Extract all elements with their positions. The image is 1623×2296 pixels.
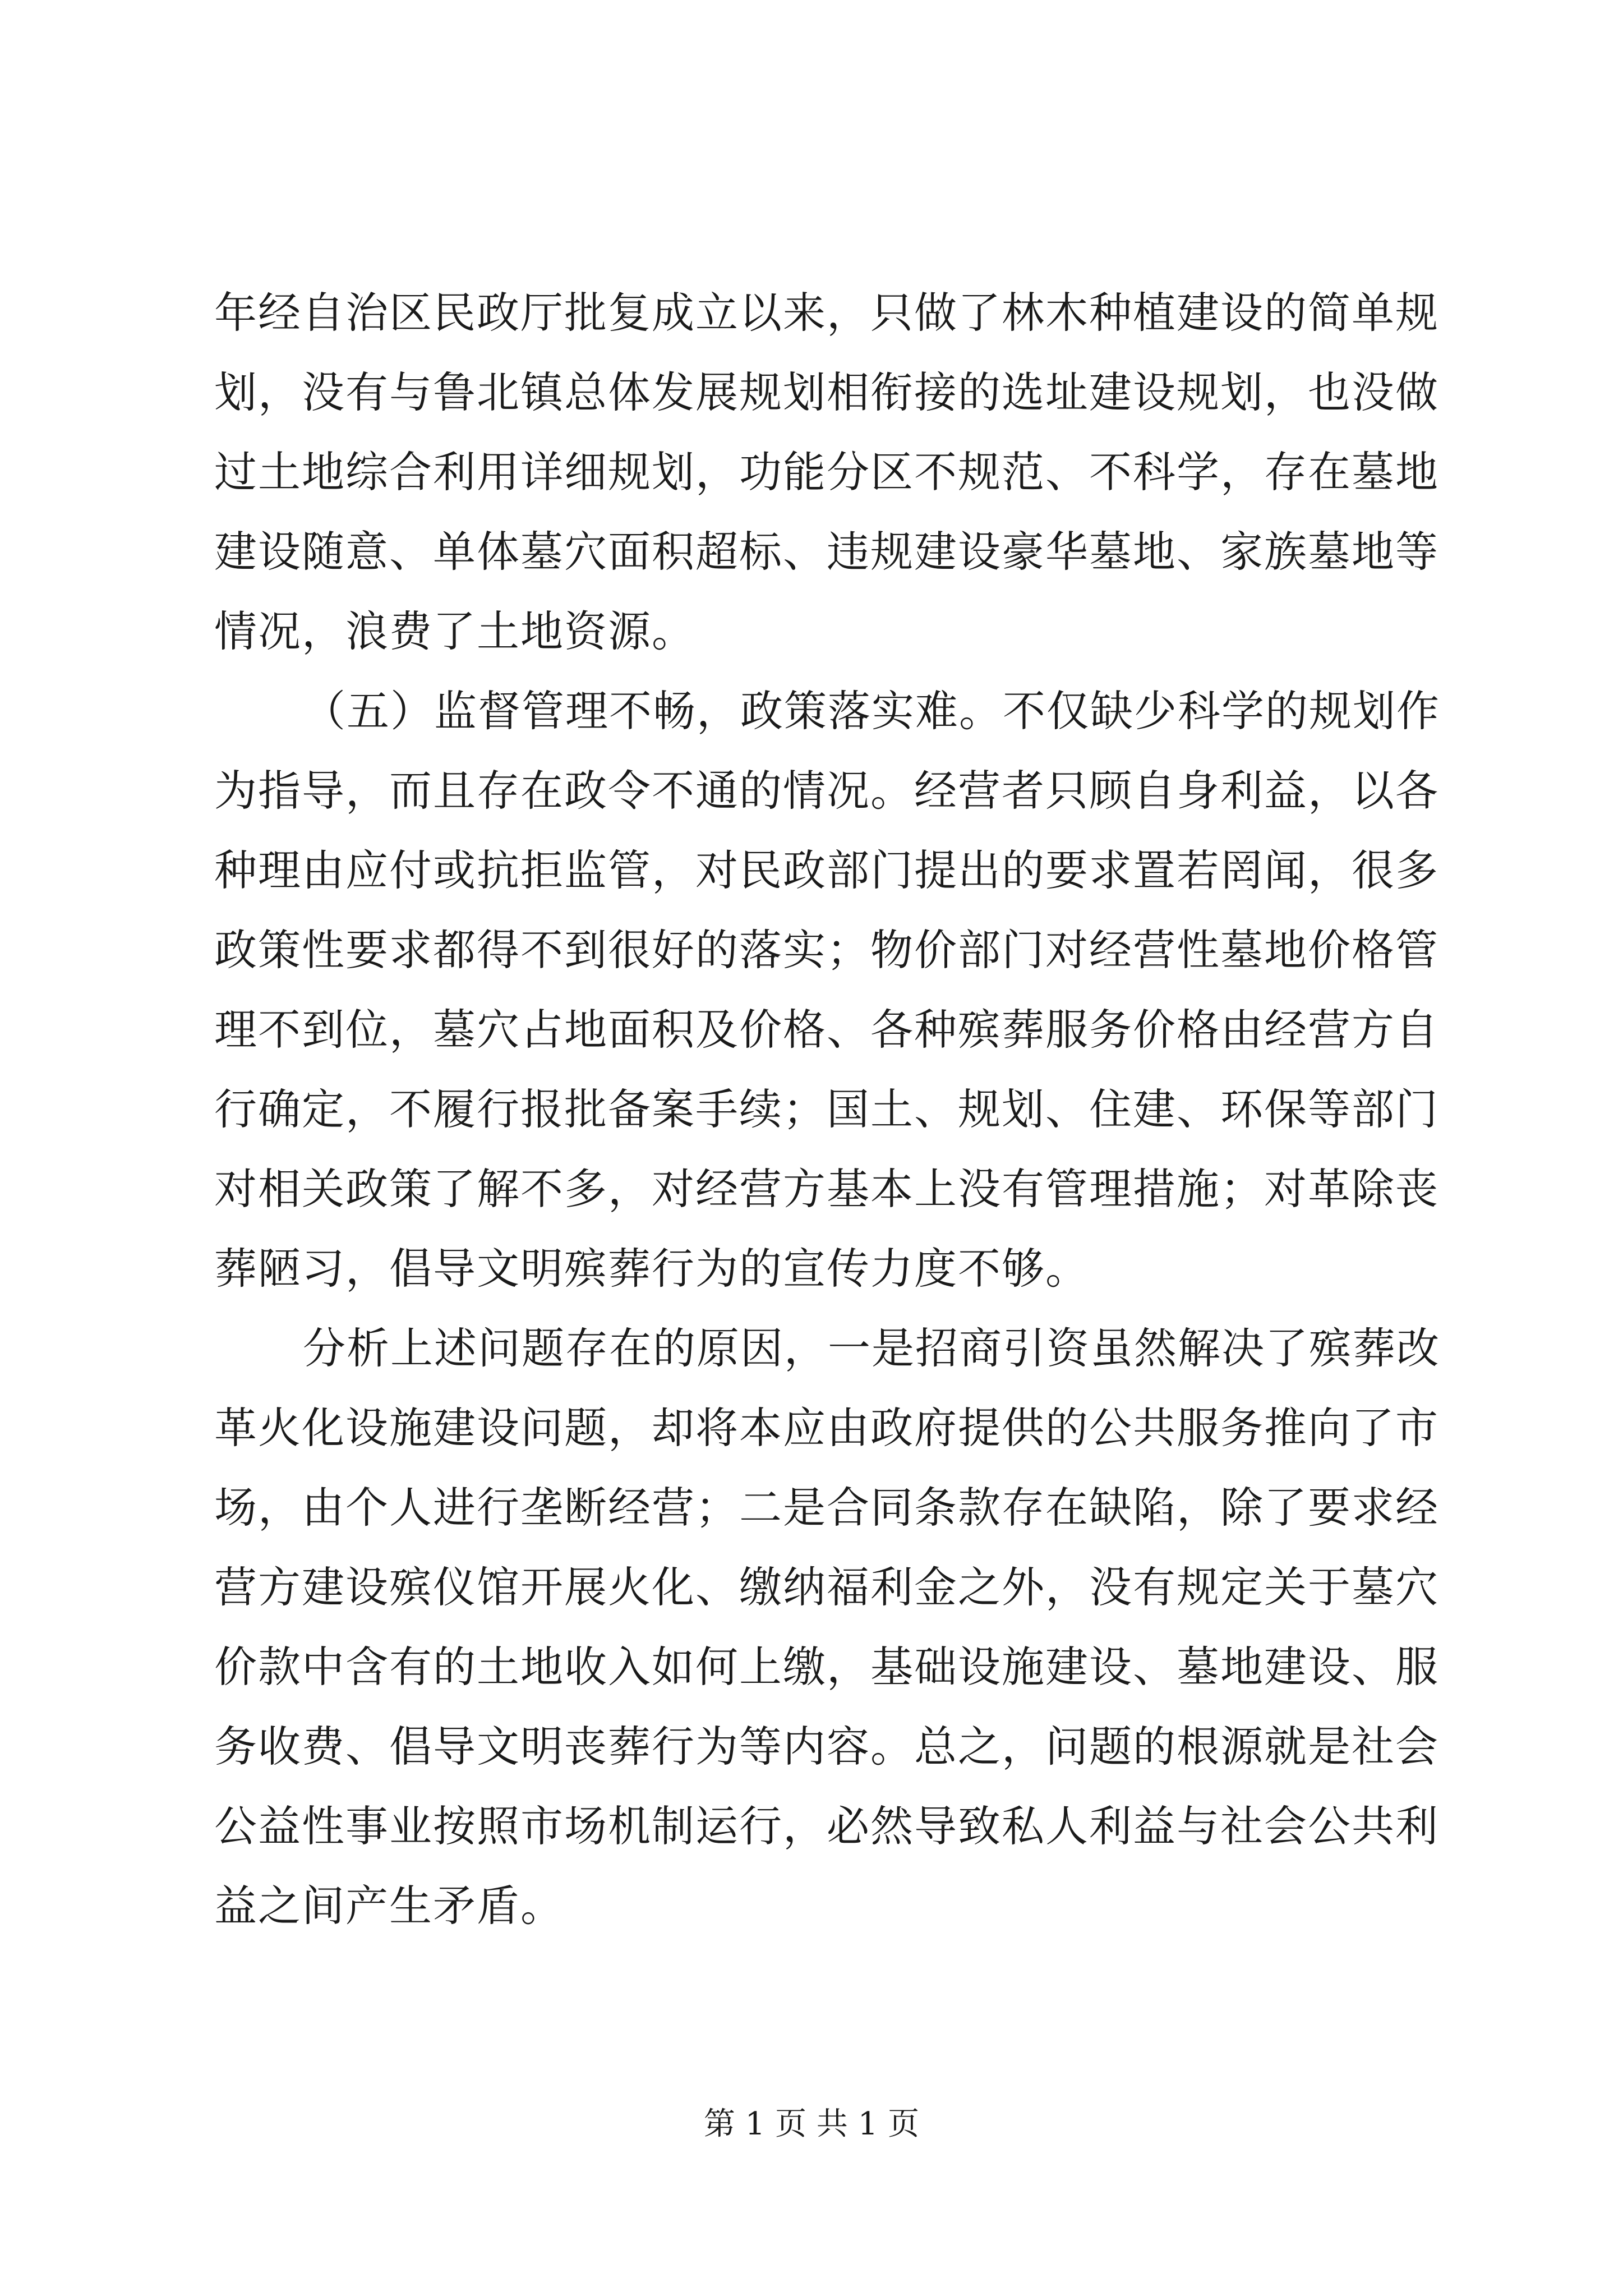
paragraph-line: 划，没有与鲁北镇总体发展规划相衔接的选址建设规划，也没做: [214, 367, 1439, 417]
paragraph-line: 种理由应付或抗拒监管，对民政部门提出的要求置若罔闻，很多: [214, 845, 1439, 895]
paragraph-line: 价款中含有的土地收入如何上缴，基础设施建设、墓地建设、服: [214, 1642, 1439, 1692]
paragraph-line: 行确定，不履行报批备案手续；国土、规划、住建、环保等部门: [214, 1084, 1439, 1134]
paragraph-line: 革火化设施建设问题，却将本应由政府提供的公共服务推向了市: [214, 1403, 1439, 1453]
paragraph-line: 为指导，而且存在政令不通的情况。经营者只顾自身利益，以各: [214, 766, 1439, 816]
paragraph-line: 对相关政策了解不多，对经营方基本上没有管理措施；对革除丧: [214, 1164, 1439, 1214]
paragraph-line: 政策性要求都得不到很好的落实；物价部门对经营性墓地价格管: [214, 925, 1439, 975]
paragraph-line: （五）监督管理不畅，政策落实难。不仅缺少科学的规划作: [303, 686, 1440, 736]
paragraph-line: 益之间产生矛盾。: [214, 1881, 564, 1931]
paragraph-line: 分析上述问题存在的原因，一是招商引资虽然解决了殡葬改: [303, 1323, 1440, 1373]
paragraph-line: 场，由个人进行垄断经营；二是合同条款存在缺陷，除了要求经: [214, 1483, 1439, 1533]
paragraph-line: 理不到位，墓穴占地面积及价格、各种殡葬服务价格由经营方自: [214, 1005, 1439, 1055]
page-footer: 第 1 页 共 1 页: [703, 2106, 920, 2142]
paragraph-line: 公益性事业按照市场机制运行，必然导致私人利益与社会公共利: [214, 1801, 1439, 1851]
paragraph-line: 葬陋习，倡导文明殡葬行为的宣传力度不够。: [214, 1244, 1089, 1294]
paragraph-line: 务收费、倡导文明丧葬行为等内容。总之，问题的根源就是社会: [214, 1722, 1439, 1772]
paragraph-line: 年经自治区民政厅批复成立以来，只做了林木种植建设的简单规: [214, 288, 1439, 338]
paragraph-line: 建设随意、单体墓穴面积超标、违规建设豪华墓地、家族墓地等: [214, 527, 1439, 577]
paragraph-line: 营方建设殡仪馆开展火化、缴纳福利金之外，没有规定关于墓穴: [214, 1562, 1439, 1612]
paragraph-line: 过土地综合利用详细规划，功能分区不规范、不科学，存在墓地: [214, 447, 1439, 497]
paragraph-line: 情况，浪费了土地资源。: [214, 606, 695, 656]
